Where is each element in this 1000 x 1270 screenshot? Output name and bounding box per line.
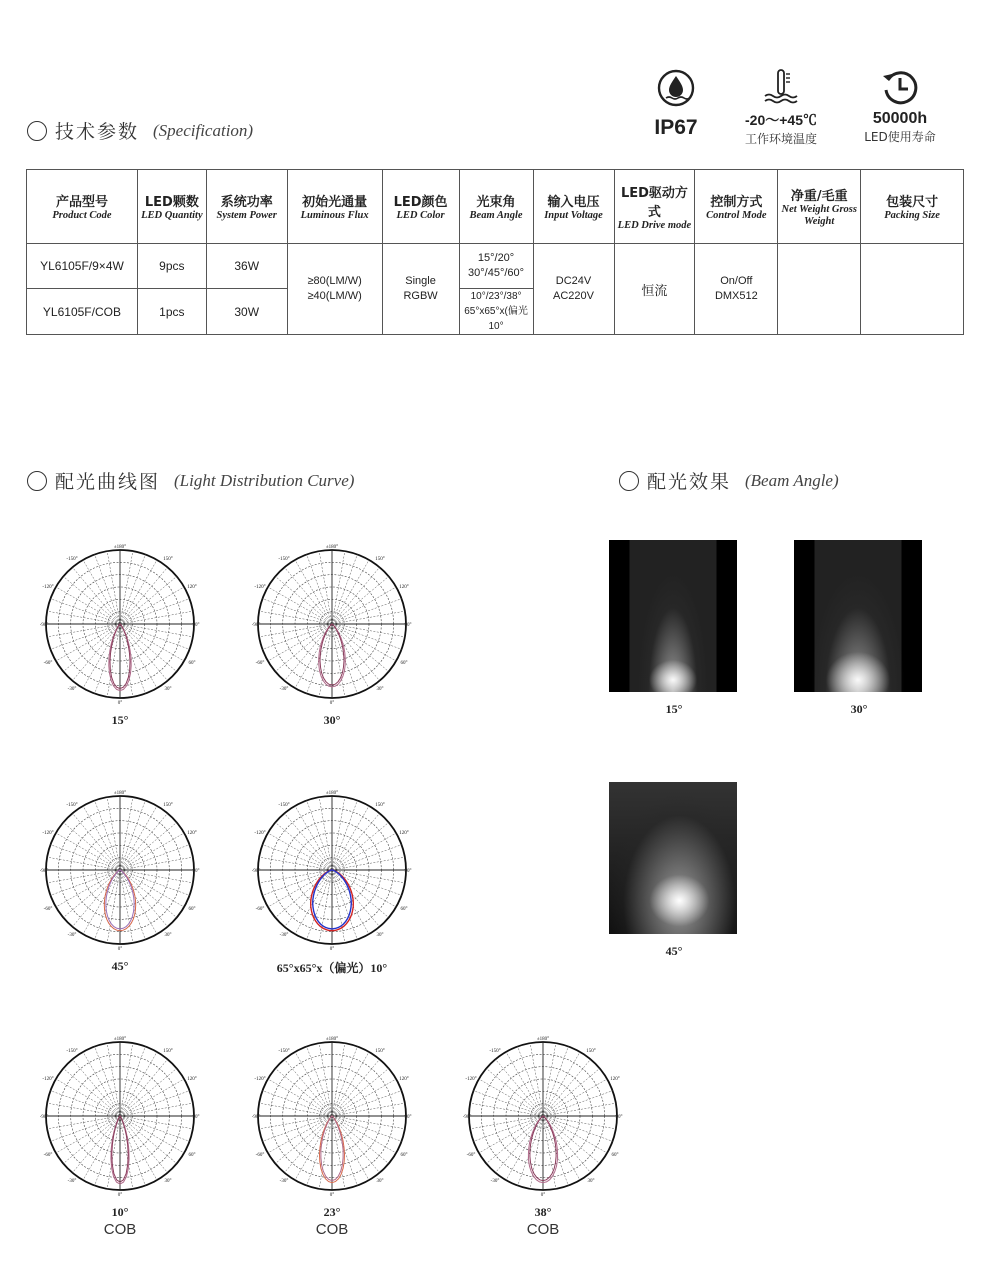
- polar-spoke: [50, 845, 120, 870]
- polar-spoke: [332, 1091, 402, 1116]
- polar-spoke: [470, 1116, 543, 1129]
- polar-angle-label: ±180°: [113, 1037, 127, 1042]
- polar-spoke: [319, 797, 332, 870]
- polar-caption: 10°: [111, 1205, 129, 1219]
- polar-spoke: [543, 1043, 556, 1116]
- polar-angle-label: 150°: [163, 803, 173, 808]
- polar-angle-label: -120°: [42, 585, 54, 590]
- polar-angle-label: 90°: [404, 623, 412, 628]
- polar-spoke: [259, 1103, 332, 1116]
- polar-spoke: [120, 624, 193, 637]
- polar-angle-label: -30°: [67, 933, 77, 938]
- polar-spoke: [120, 599, 190, 624]
- bullet-circle-icon: [619, 471, 639, 491]
- polar-spoke: [543, 1116, 556, 1189]
- beam-photo: [609, 782, 737, 934]
- polar-angle-label: -30°: [490, 1179, 500, 1184]
- polar-spoke: [332, 599, 402, 624]
- polar-caption: 30°: [323, 713, 341, 727]
- ip-badge: [645, 68, 707, 140]
- beam-title-zh: 配光效果: [647, 471, 732, 493]
- polar-angle-label: 30°: [164, 687, 172, 692]
- spec-section-title: [27, 117, 253, 144]
- header-cell: 输入电压 Input Voltage: [533, 170, 614, 244]
- beam-angle-cell: 10°/23°/38° 65°x65°x(偏光10°: [459, 289, 533, 335]
- polar-angle-label: -30°: [279, 933, 289, 938]
- polar-spoke: [120, 870, 193, 883]
- polar-spoke: [95, 1046, 120, 1116]
- curve-title-zh: 配光曲线图: [55, 471, 161, 493]
- polar-angle-label: -90°: [252, 623, 261, 628]
- polar-angle-label: 0°: [117, 947, 123, 952]
- header-cell: LED颗数 LED Quantity: [137, 170, 206, 244]
- polar-caption: 23°: [323, 1205, 341, 1219]
- product-code-cell: YL6105F/9×4W: [27, 244, 138, 289]
- polar-angle-label: -120°: [42, 831, 54, 836]
- polar-angle-label: 90°: [192, 1115, 200, 1120]
- polar-chart: [252, 786, 412, 954]
- polar-spoke: [332, 845, 402, 870]
- header-cell: 系统功率 System Power: [206, 170, 287, 244]
- polar-angle-label: 30°: [376, 1179, 384, 1184]
- polar-spoke: [120, 1043, 133, 1116]
- header-cell: 控制方式 Control Mode: [695, 170, 778, 244]
- header-cell: 净重/毛重 Net Weight Gross Weight: [778, 170, 861, 244]
- header-cell: LED驱动方式 LED Drive mode: [614, 170, 695, 244]
- polar-spoke: [319, 624, 332, 697]
- polar-spoke: [543, 1046, 568, 1116]
- polar-angle-label: -60°: [43, 1153, 53, 1158]
- polar-angle-label: -120°: [254, 1077, 266, 1082]
- polar-angle-label: 30°: [164, 933, 172, 938]
- voltage-cell: DC24V AC220V: [533, 244, 614, 335]
- packing-cell: [861, 244, 964, 335]
- polar-angle-label: -30°: [279, 687, 289, 692]
- clock-icon: [880, 68, 920, 108]
- polar-spoke: [332, 1046, 357, 1116]
- polar-chart: [40, 540, 200, 708]
- beam-photo: [609, 540, 737, 692]
- polar-spoke: [332, 554, 357, 624]
- waterproof-icon: [656, 68, 696, 108]
- polar-spoke: [470, 1103, 543, 1116]
- temp-badge: [733, 68, 829, 147]
- table-row: [27, 244, 964, 289]
- ip-value: IP67: [654, 116, 698, 139]
- spec-title-zh: 技术参数: [55, 121, 140, 143]
- polar-spoke: [262, 599, 332, 624]
- polar-angle-label: 120°: [399, 585, 409, 590]
- drive-cell: 恒流: [614, 244, 695, 335]
- polar-angle-label: -30°: [279, 1179, 289, 1184]
- polar-angle-label: 0°: [117, 1193, 123, 1198]
- polar-caption: 38°: [534, 1205, 552, 1219]
- polar-angle-label: ±180°: [325, 545, 339, 550]
- polar-angle-label: 90°: [192, 623, 200, 628]
- bullet-circle-icon: [27, 471, 47, 491]
- polar-angle-label: 150°: [375, 1049, 385, 1054]
- polar-angle-label: 60°: [400, 661, 408, 666]
- polar-angle-label: -60°: [255, 907, 265, 912]
- table-header-row: [27, 170, 964, 244]
- polar-angle-label: 60°: [611, 1153, 619, 1158]
- polar-angle-label: -90°: [40, 869, 49, 874]
- polar-spoke: [332, 624, 345, 697]
- polar-spoke: [107, 551, 120, 624]
- polar-angle-label: 30°: [376, 687, 384, 692]
- polar-angle-label: -150°: [66, 803, 78, 808]
- polar-spoke: [307, 554, 332, 624]
- polar-spoke: [120, 1116, 193, 1129]
- polar-spoke: [332, 870, 345, 943]
- polar-angle-label: ±180°: [113, 545, 127, 550]
- header-cell: 初始光通量 Luminous Flux: [287, 170, 382, 244]
- polar-angle-label: -60°: [43, 907, 53, 912]
- polar-spoke: [332, 1116, 405, 1129]
- polar-angle-label: 90°: [615, 1115, 623, 1120]
- polar-spoke: [47, 870, 120, 883]
- polar-spoke: [332, 1043, 345, 1116]
- bullet-circle-icon: [27, 121, 47, 141]
- polar-spoke: [259, 1116, 332, 1129]
- flux-cell: ≥80(LM/W) ≥40(LM/W): [287, 244, 382, 335]
- polar-spoke: [120, 800, 145, 870]
- polar-spoke: [47, 611, 120, 624]
- polar-angle-label: 60°: [188, 1153, 196, 1158]
- polar-angle-label: -150°: [489, 1049, 501, 1054]
- polar-angle-label: 120°: [187, 1077, 197, 1082]
- polar-caption: 65°x65°x（偏光）10°: [276, 961, 388, 975]
- polar-angle-label: -90°: [40, 1115, 49, 1120]
- polar-angle-label: 150°: [163, 1049, 173, 1054]
- led-qty-cell: 1pcs: [137, 289, 206, 335]
- polar-angle-label: 30°: [376, 933, 384, 938]
- polar-angle-label: 30°: [587, 1179, 595, 1184]
- polar-angle-label: -150°: [66, 1049, 78, 1054]
- polar-chart: [40, 786, 200, 954]
- polar-angle-label: 120°: [399, 1077, 409, 1082]
- polar-spoke: [95, 624, 120, 694]
- polar-angle-label: 120°: [187, 585, 197, 590]
- polar-angle-label: -90°: [40, 623, 49, 628]
- polar-angle-label: 60°: [400, 907, 408, 912]
- polar-spoke: [47, 857, 120, 870]
- thermometer-icon: [761, 68, 801, 108]
- polar-angle-label: 0°: [329, 1193, 335, 1198]
- polar-angle-label: 150°: [375, 557, 385, 562]
- life-label: LED使用寿命: [864, 130, 936, 144]
- polar-chart: [252, 540, 412, 708]
- control-cell: On/Off DMX512: [695, 244, 778, 335]
- polar-spoke: [332, 870, 402, 895]
- feature-badges: [645, 68, 945, 148]
- polar-spoke: [543, 1091, 613, 1116]
- polar-spoke: [262, 1091, 332, 1116]
- beam-caption: 30°: [850, 702, 868, 716]
- curve-title-en: (Light Distribution Curve): [174, 470, 355, 490]
- polar-spoke: [307, 1046, 332, 1116]
- polar-spoke: [95, 870, 120, 940]
- polar-angle-label: ±180°: [325, 1037, 339, 1042]
- polar-chart: [252, 1032, 412, 1200]
- polar-spoke: [543, 1116, 613, 1141]
- polar-angle-label: -30°: [67, 1179, 77, 1184]
- polar-spoke: [95, 554, 120, 624]
- polar-spoke: [107, 870, 120, 943]
- led-qty-cell: 9pcs: [137, 244, 206, 289]
- polar-angle-label: 120°: [187, 831, 197, 836]
- header-cell: 包装尺寸 Packing Size: [861, 170, 964, 244]
- polar-spoke: [332, 800, 357, 870]
- beam-title-en: (Beam Angle): [745, 470, 839, 490]
- polar-angle-label: -90°: [252, 1115, 261, 1120]
- polar-angle-label: 0°: [117, 701, 123, 706]
- spec-title-en: (Specification): [153, 120, 254, 140]
- polar-spoke: [307, 800, 332, 870]
- polar-angle-label: -120°: [254, 831, 266, 836]
- beam-angle-cell: 15°/20° 30°/45°/60°: [459, 244, 533, 289]
- polar-angle-label: -60°: [43, 661, 53, 666]
- polar-angle-label: 30°: [164, 1179, 172, 1184]
- polar-spoke: [530, 1116, 543, 1189]
- polar-angle-label: -60°: [466, 1153, 476, 1158]
- polar-spoke: [120, 870, 133, 943]
- polar-angle-label: 120°: [399, 831, 409, 836]
- polar-spoke: [120, 1091, 190, 1116]
- polar-angle-label: 60°: [400, 1153, 408, 1158]
- polar-spoke: [120, 1116, 133, 1189]
- polar-spoke: [120, 797, 133, 870]
- polar-spoke: [120, 624, 190, 649]
- polar-spoke: [530, 1043, 543, 1116]
- polar-angle-label: 150°: [163, 557, 173, 562]
- polar-spoke: [332, 624, 405, 637]
- beam-photo: [794, 540, 922, 692]
- polar-spoke: [120, 624, 145, 694]
- polar-spoke: [332, 797, 345, 870]
- polar-angle-label: -120°: [465, 1077, 477, 1082]
- polar-spoke: [47, 624, 120, 637]
- polar-angle-label: ±180°: [113, 791, 127, 796]
- polar-spoke: [473, 1091, 543, 1116]
- beam-section-title: [619, 467, 839, 494]
- polar-spoke: [120, 1116, 190, 1141]
- polar-chart: [463, 1032, 623, 1200]
- temp-value: -20～+45℃: [745, 112, 817, 128]
- spec-table: [26, 169, 964, 335]
- temp-label: 工作环境温度: [744, 132, 817, 146]
- polar-angle-label: 120°: [610, 1077, 620, 1082]
- polar-spoke: [319, 551, 332, 624]
- polar-spoke: [107, 1116, 120, 1189]
- polar-spoke: [50, 1091, 120, 1116]
- polar-angle-label: 90°: [404, 1115, 412, 1120]
- polar-spoke: [319, 870, 332, 943]
- polar-angle-label: ±180°: [325, 791, 339, 796]
- life-value: 50000h: [872, 110, 928, 127]
- polar-angle-label: -120°: [254, 585, 266, 590]
- polar-angle-label: 90°: [192, 869, 200, 874]
- header-cell: LED颜色 LED Color: [382, 170, 459, 244]
- header-cell: 产品型号 Product Code: [27, 170, 138, 244]
- polar-spoke: [120, 551, 133, 624]
- polar-spoke: [518, 1046, 543, 1116]
- polar-spoke: [107, 1043, 120, 1116]
- polar-chart: [40, 1032, 200, 1200]
- polar-angle-label: -30°: [67, 687, 77, 692]
- weight-cell: [778, 244, 861, 335]
- polar-angle-label: 90°: [404, 869, 412, 874]
- polar-angle-label: 0°: [329, 947, 335, 952]
- polar-spoke: [543, 1116, 616, 1129]
- polar-spoke: [259, 624, 332, 637]
- polar-angle-label: 150°: [586, 1049, 596, 1054]
- polar-spoke: [259, 857, 332, 870]
- header-cell: 光束角 Beam Angle: [459, 170, 533, 244]
- polar-sub-caption: COB: [315, 1221, 349, 1238]
- polar-spoke: [107, 797, 120, 870]
- polar-angle-label: 0°: [329, 701, 335, 706]
- polar-angle-label: -150°: [278, 803, 290, 808]
- polar-caption: 45°: [111, 959, 129, 973]
- polar-spoke: [120, 870, 145, 940]
- life-badge: [847, 68, 953, 145]
- polar-angle-label: 60°: [188, 661, 196, 666]
- polar-angle-label: -120°: [42, 1077, 54, 1082]
- polar-angle-label: -150°: [278, 557, 290, 562]
- polar-spoke: [120, 1046, 145, 1116]
- polar-angle-label: 60°: [188, 907, 196, 912]
- polar-spoke: [543, 1103, 616, 1116]
- polar-spoke: [262, 845, 332, 870]
- curve-section-title: [27, 467, 354, 494]
- polar-spoke: [120, 554, 145, 624]
- polar-spoke: [332, 551, 345, 624]
- polar-angle-label: -60°: [255, 1153, 265, 1158]
- product-code-cell: YL6105F/COB: [27, 289, 138, 335]
- polar-angle-label: -150°: [278, 1049, 290, 1054]
- polar-angle-label: 0°: [540, 1193, 546, 1198]
- polar-angle-label: -60°: [255, 661, 265, 666]
- polar-spoke: [120, 845, 190, 870]
- polar-spoke: [95, 800, 120, 870]
- polar-spoke: [259, 611, 332, 624]
- beam-caption: 45°: [665, 944, 683, 958]
- polar-spoke: [50, 599, 120, 624]
- polar-angle-label: 150°: [375, 803, 385, 808]
- power-cell: 30W: [206, 289, 287, 335]
- polar-sub-caption: COB: [526, 1221, 560, 1238]
- polar-sub-caption: COB: [103, 1221, 137, 1238]
- polar-angle-label: ±180°: [536, 1037, 550, 1042]
- polar-angle-label: -90°: [463, 1115, 472, 1120]
- polar-angle-label: -150°: [66, 557, 78, 562]
- polar-spoke: [319, 1043, 332, 1116]
- power-cell: 36W: [206, 244, 287, 289]
- polar-angle-label: -90°: [252, 869, 261, 874]
- color-cell: Single RGBW: [382, 244, 459, 335]
- beam-caption: 15°: [665, 702, 683, 716]
- polar-caption: 15°: [111, 713, 129, 727]
